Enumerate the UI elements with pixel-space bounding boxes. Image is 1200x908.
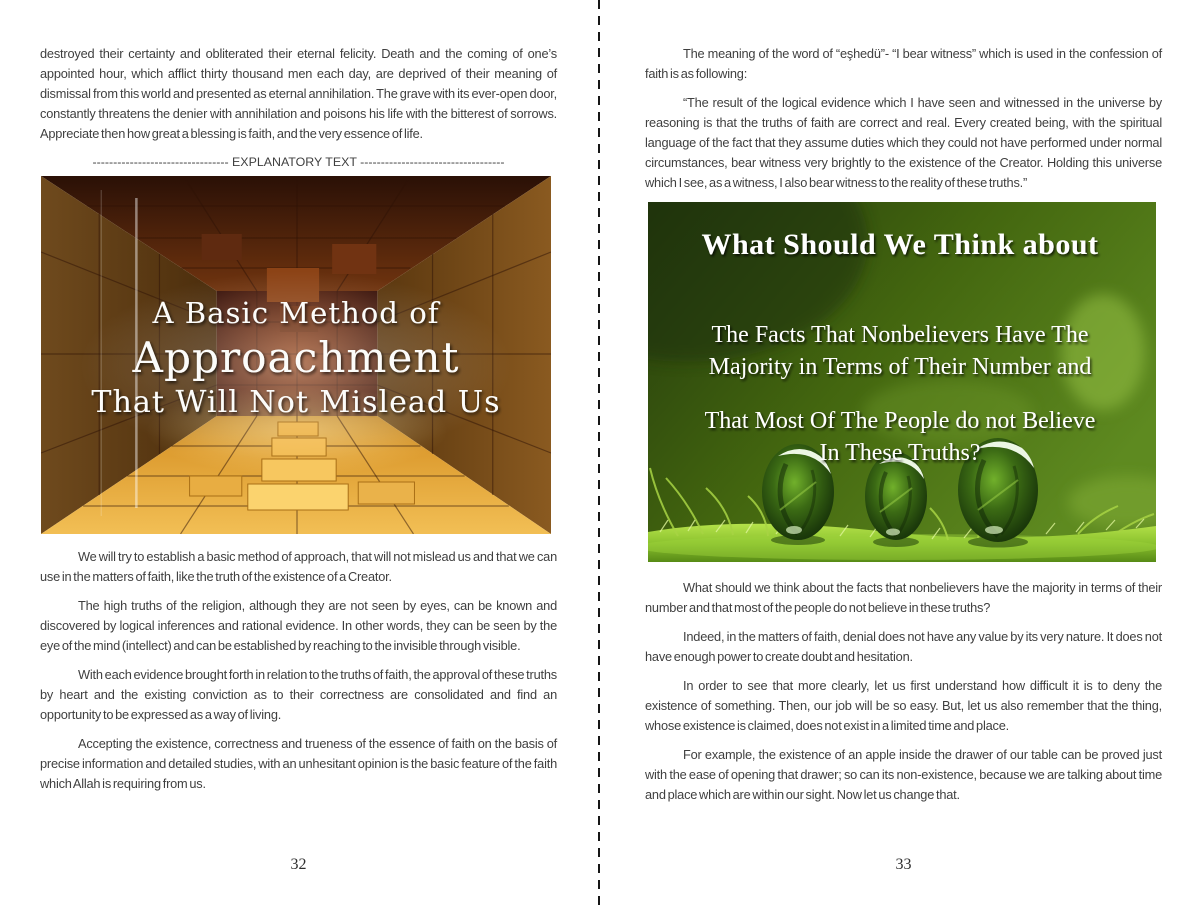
- paragraph: We will try to establish a basic method of approach, that will not mislead us and that we can use in the matters of faith, like the truth of the existence of a Creator.: [40, 549, 557, 584]
- tunnel-title-line1: A Basic Method of: [152, 296, 440, 330]
- paragraph: Accepting the existence, correctness and trueness of the essence of faith on the basis of precise information and detailed studies, with an unhesitant opinion is the basic feature of the faith which Allah is requiring from us.: [40, 736, 557, 791]
- green-subheading1-line1: The Facts That Nonbelievers Have The: [711, 322, 1089, 348]
- paragraph: With each evidence brought forth in relation to the truths of faith, the approval of these truths by heart and the existing conviction as to their correctness are consolidated and find an opportunity to be expressed as a way of living.: [40, 667, 557, 722]
- cube-tunnel-illustration: [41, 176, 551, 534]
- paragraph: Indeed, in the matters of faith, denial does not have any value by its very nature. It does not have enough power to create doubt and hesitation.: [645, 629, 1162, 664]
- tunnel-title-line3: That Will Not Mislead Us: [91, 385, 501, 420]
- paragraph: destroyed their certainty and obliterated their eternal felicity. Death and the coming of one’s appointed hour, which afflict thirty thousand men each day, are deprived of their meaning of dismissal from this world and presented as eternal annihilation. The grave with its ever-open door, constantly threatens the denier with annihilation and poisons his life with the bitterest of sorrows. Appreciate then how great a blessing is faith, and the very essence of life.: [40, 46, 557, 141]
- tunnel-title: [91, 296, 500, 420]
- paragraph: The meaning of the word of “eşhedü”- “I bear witness” which is used in the confession of faith is as following:: [645, 46, 1162, 81]
- right-page: [645, 0, 1162, 908]
- paragraph: What should we think about the facts that nonbelievers have the majority in terms of their number and that most of the people do not believe in these truths?: [645, 580, 1162, 615]
- tunnel-title-line2: Approachment: [132, 333, 460, 382]
- green-subheading2-line2: In These Truths?: [819, 440, 981, 466]
- left-page: [40, 0, 557, 908]
- paragraph: The high truths of the religion, although they are not seen by eyes, can be known and discovered by logical inferences and rational evidence. In other words, they can be seen by the eye of the mind (intellect) and can be established by reaching to the invisible through visible.: [40, 598, 557, 653]
- page-number-right: 33: [895, 856, 912, 873]
- green-subheading1-line2: Majority in Terms of Their Number and: [708, 354, 1092, 380]
- page-number-left: 32: [290, 856, 307, 873]
- explanatory-text-divider: --------------------------------- EXPLANATORY TEXT -----------------------------------: [92, 155, 505, 169]
- green-heading: What Should We Think about: [701, 228, 1099, 261]
- green-subheading2-line1: That Most Of The People do not Believe: [704, 408, 1096, 434]
- page-gutter-dashed-line: [598, 0, 600, 908]
- paragraph: “The result of the logical evidence which I have seen and witnessed in the universe by reasoning is that the truths of faith are correct and real. Every created being, with the spiritual language of the fact that they assume duties which they could not have performed under normal circumstances, bear witness very brightly to the existence of the Creator. Holding this universe which I see, as a witness, I also bear witness to the reality of these truths.”: [645, 95, 1162, 190]
- paragraph: In order to see that more clearly, let us first understand how difficult it is to deny the existence of something. Then, our job will be so easy. But, let us also remember that the thing, whose existence is claimed, does not exist in a limited time and place.: [645, 678, 1162, 733]
- cube-tunnel-svg: [41, 176, 551, 534]
- water-drops-svg: [648, 202, 1156, 562]
- paragraph: For example, the existence of an apple inside the drawer of our table can be proved just with the ease of opening that drawer; so can its non-existence, because we are talking about time and place which are within our sight. Now let us change that.: [645, 747, 1162, 802]
- water-drops-illustration: [648, 202, 1156, 562]
